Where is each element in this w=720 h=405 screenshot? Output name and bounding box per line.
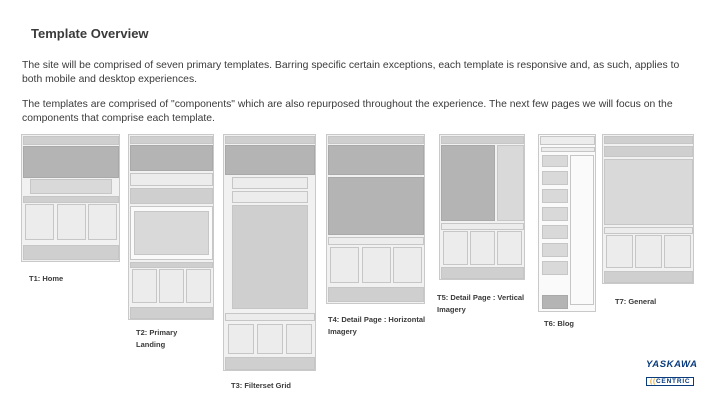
page-title: Template Overview — [31, 26, 149, 41]
template-caption-t4: T4: Detail Page : Horizontal Imagery — [328, 315, 426, 336]
logo-brand: YASKAWA — [646, 359, 698, 370]
template-thumbnail-t3 — [223, 134, 316, 371]
yaskawa-centric-logo — [646, 359, 704, 388]
logo-sub: ((CENTRIC — [646, 377, 694, 386]
template-thumbnail-t7 — [602, 134, 694, 284]
template-caption-t1: T1: Home — [29, 274, 64, 283]
template-caption-t6: T6: Blog — [544, 319, 574, 328]
template-thumbnail-t2 — [128, 134, 214, 320]
logo-sub-text: CENTRIC — [655, 378, 691, 385]
template-caption-t2: T2: Primary Landing — [136, 328, 178, 349]
template-caption-t5: T5: Detail Page : Vertical Imagery — [437, 293, 525, 314]
template-thumbnail-t6 — [538, 134, 596, 312]
template-thumbnail-t1 — [21, 134, 120, 262]
template-thumbnail-t5 — [439, 134, 525, 280]
template-caption-t7: T7: General — [615, 297, 657, 306]
template-caption-t3: T3: Filterset Grid — [231, 381, 292, 390]
intro-paragraph: The site will be comprised of seven primary templates. Barring specific certain exceptions, each template is responsive and, as such, applies to both mobile and desktop experiences. — [22, 60, 680, 85]
template-thumbnail-t4 — [326, 134, 425, 304]
components-paragraph: The templates are comprised of "components" which are also repurposed throughout the experience. The next few pages we will focus on the components that comprise each template. — [22, 99, 673, 124]
